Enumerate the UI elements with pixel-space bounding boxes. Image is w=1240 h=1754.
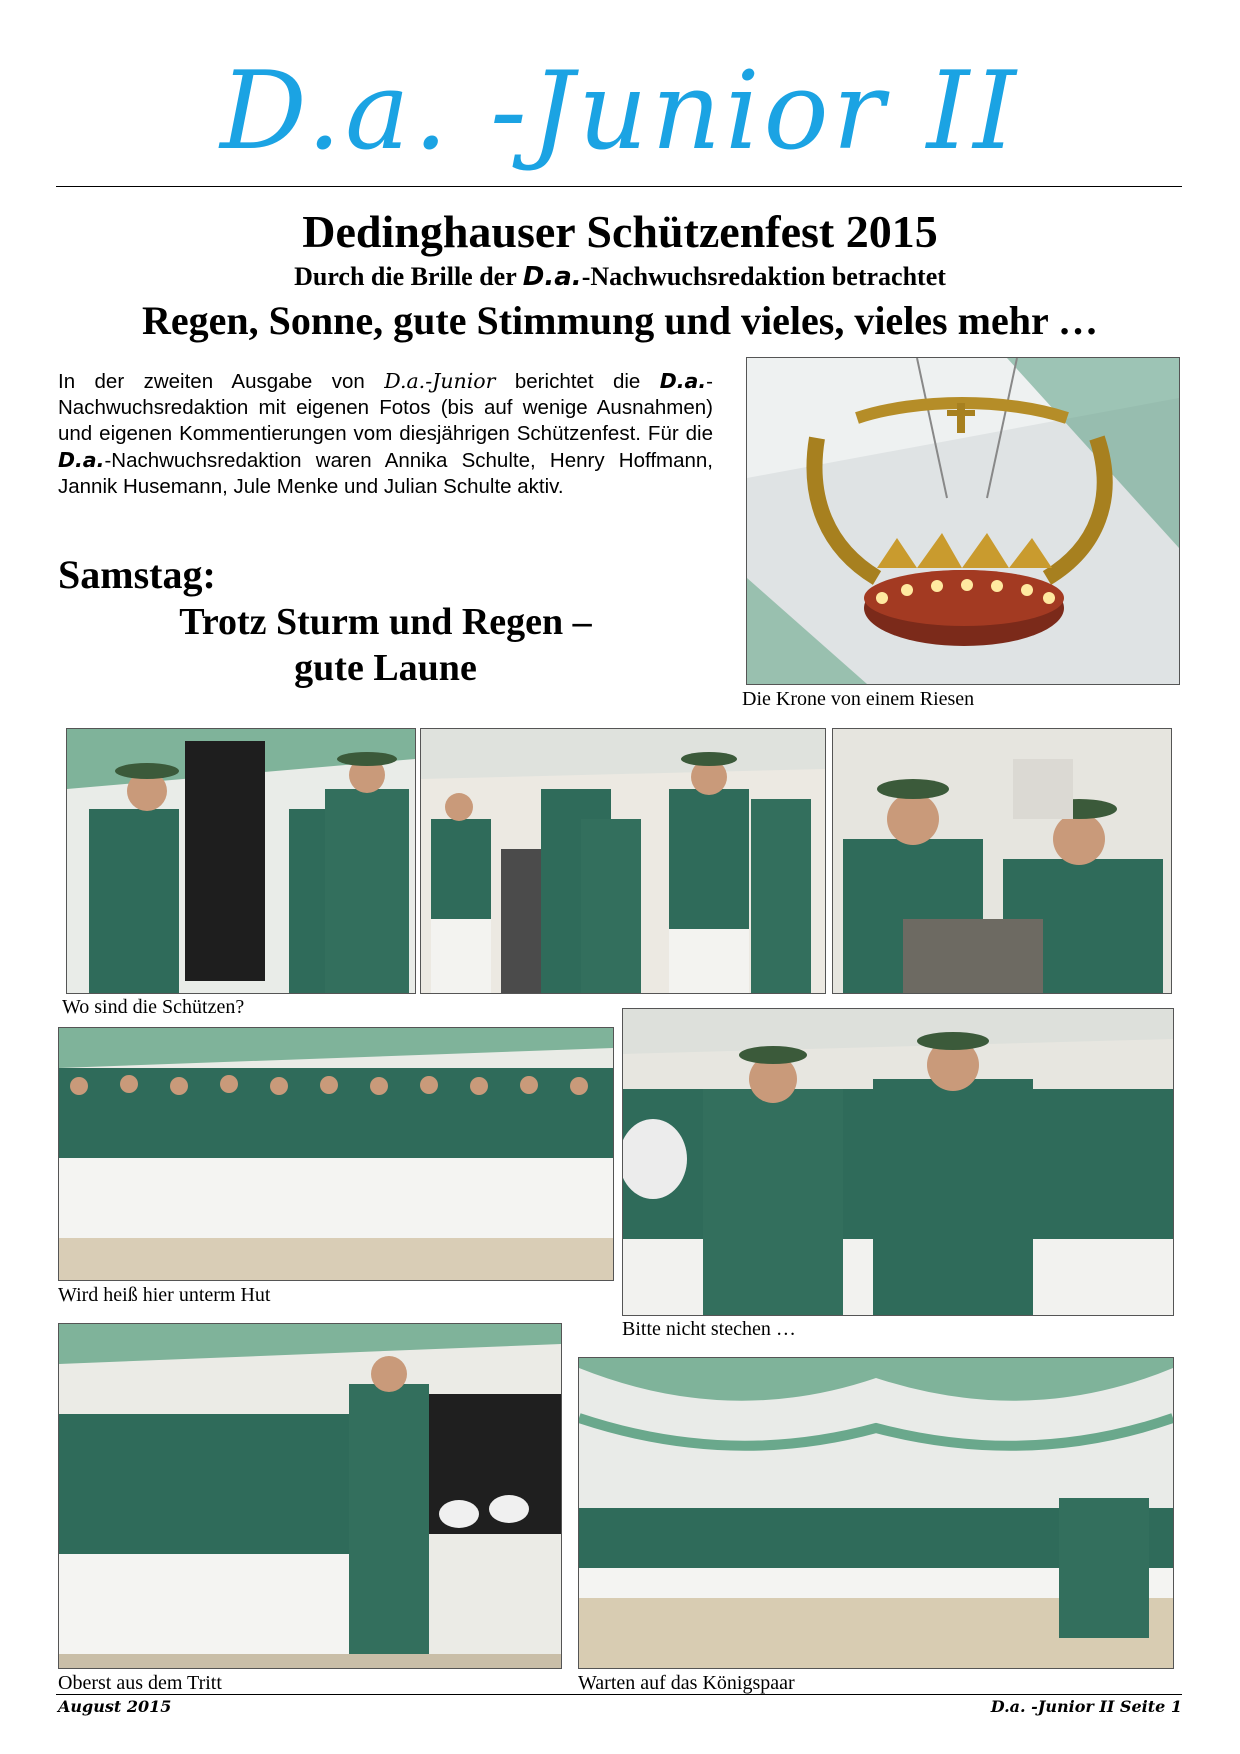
photo-speaker-1 <box>66 728 416 994</box>
footer-date: August 2015 <box>58 1697 172 1716</box>
subtitle-brand: D.a. <box>522 262 582 292</box>
section-subheading-1: Trotz Sturm und Regen – <box>179 601 592 643</box>
intro-text-1: In der zweiten Ausgabe von <box>58 370 385 393</box>
section-subheading-2: gute Laune <box>294 647 477 689</box>
photo-speaker-2 <box>420 728 826 994</box>
article-title: Dedinghauser Schützenfest 2015 <box>302 206 938 257</box>
subtitle-before: Durch die Brille der <box>294 262 523 291</box>
intro-brand-2: D.a. <box>58 448 105 472</box>
caption-where: Wo sind die Schützen? <box>62 996 245 1018</box>
caption-sting: Bitte nicht stechen … <box>622 1318 796 1340</box>
intro-text-3: -Nachwuchsredaktion mit eigenen Fotos (bis auf wenige Ausnahmen) und eigenen Kommentierungen vom diesjährigen Schützenfest. Für die <box>58 370 713 445</box>
masthead-title: D.a. -Junior II <box>220 49 1020 174</box>
intro-paragraph <box>58 368 713 500</box>
article-subtitle <box>0 262 1240 292</box>
photo-tent <box>578 1357 1174 1669</box>
photo-oberst <box>58 1323 562 1669</box>
caption-hot: Wird heiß hier unterm Hut <box>58 1284 271 1306</box>
intro-text-2: berichtet die <box>495 370 660 393</box>
intro-text-4: -Nachwuchsredaktion waren Annika Schulte, Henry Hoffmann, Jannik Husemann, Jule Menke und Julian Schulte aktiv. <box>58 449 713 498</box>
photo-speaker-3 <box>832 728 1172 994</box>
masthead-rule <box>56 186 1182 187</box>
photo-hats <box>58 1027 614 1281</box>
section-heading: Samstag: <box>58 552 216 597</box>
photo-crown <box>746 357 1180 685</box>
intro-brand-junior: D.a.-Junior <box>384 369 496 393</box>
article-tagline: Regen, Sonne, gute Stimmung und vieles, vieles mehr … <box>142 298 1098 343</box>
photo-salute <box>622 1008 1174 1316</box>
caption-waiting: Warten auf das Königspaar <box>578 1672 795 1694</box>
footer-rule <box>56 1694 1182 1695</box>
caption-crown: Die Krone von einem Riesen <box>742 688 975 710</box>
intro-brand: D.a. <box>659 369 707 393</box>
subtitle-after: -Nachwuchsredaktion betrachtet <box>581 262 946 291</box>
footer-page-number: D.a. -Junior II Seite 1 <box>990 1697 1182 1716</box>
caption-oberst: Oberst aus dem Tritt <box>58 1672 222 1694</box>
